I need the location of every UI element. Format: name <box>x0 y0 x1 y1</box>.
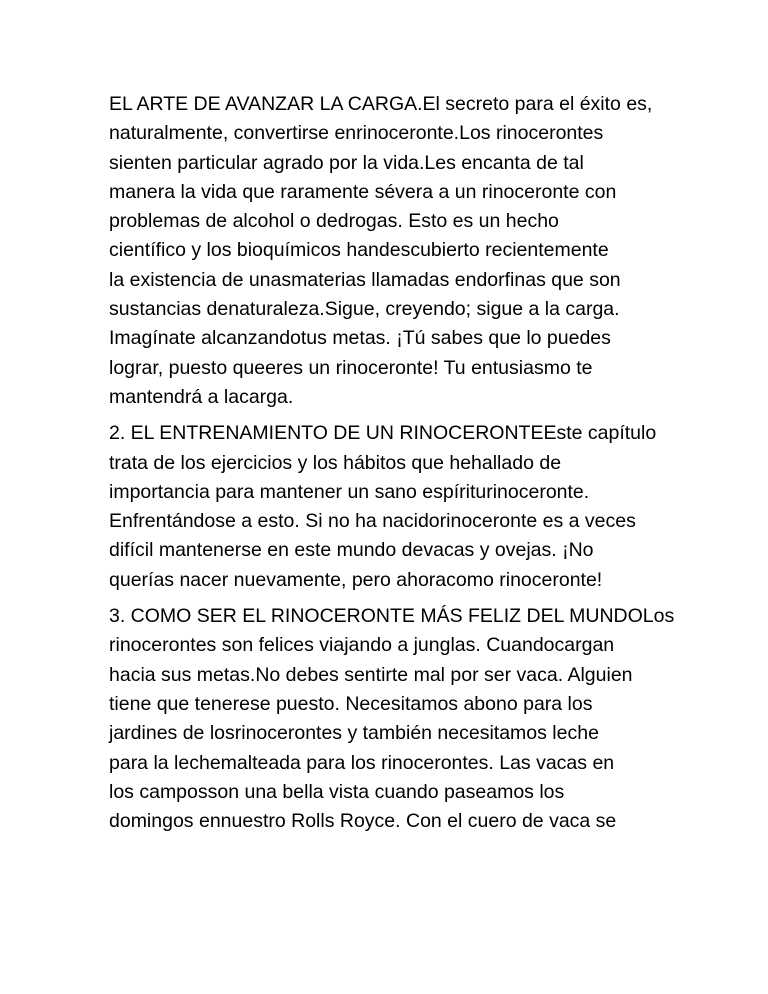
text-line: hacia sus metas.No debes sentirte mal por ser vaca. Alguien <box>109 663 633 686</box>
text-line: sienten particular agrado por la vida.Les encanta de tal <box>109 151 584 174</box>
text-line: trata de los ejercicios y los hábitos que hehallado de <box>109 451 562 474</box>
text-line: manera la vida que raramente sévera a un rinoceronte con <box>109 180 617 203</box>
text-line: la existencia de unasmaterias llamadas endorfinas que son <box>109 268 621 291</box>
text-line: jardines de losrinocerontes y también necesitamos leche <box>109 722 599 745</box>
text-line: para la lechemalteada para los rinocerontes. Las vacas en <box>109 751 615 774</box>
text-line: científico y los bioquímicos handescubierto recientemente <box>109 239 609 262</box>
paragraph-el-arte-de-avanzar <box>109 90 669 412</box>
paragraph-rinoceronte-mas-feliz <box>109 602 675 836</box>
text-line: difícil mantenerse en este mundo devacas y ovejas. ¡No <box>109 539 594 562</box>
text-line: tiene que tenerese puesto. Necesitamos abono para los <box>109 692 593 715</box>
text-line: sustancias denaturaleza.Sigue, creyendo; sigue a la carga. <box>109 298 620 321</box>
text-line: EL ARTE DE AVANZAR LA CARGA.El secreto para el éxito es, <box>109 93 653 115</box>
text-line: problemas de alcohol o dedrogas. Esto es un hecho <box>109 210 559 233</box>
text-line: rinocerontes son felices viajando a junglas. Cuandocargan <box>109 634 615 657</box>
text-line: Imagínate alcanzandotus metas. ¡Tú sabes que lo puedes <box>109 327 611 350</box>
text-line: Enfrentándose a esto. Si no ha nacidorinoceronte es a veces <box>109 510 636 533</box>
text-line: mantendrá a lacarga. <box>109 385 294 408</box>
text-line: 3. COMO SER EL RINOCERONTE MÁS FELIZ DEL MUNDOLos <box>109 605 675 628</box>
text-line: lograr, puesto queeres un rinoceronte! Tu entusiasmo te <box>109 356 593 379</box>
document-body <box>109 90 675 843</box>
text-line: domingos ennuestro Rolls Royce. Con el cuero de vaca se <box>109 810 617 833</box>
text-line: naturalmente, convertirse enrinoceronte.Los rinocerontes <box>109 122 604 145</box>
text-line: los camposson una bella vista cuando paseamos los <box>109 780 565 803</box>
text-line: 2. EL ENTRENAMIENTO DE UN RINOCERONTEEste capítulo <box>109 422 657 445</box>
text-line: querías nacer nuevamente, pero ahoracomo rinoceronte! <box>109 568 603 591</box>
paragraph-entrenamiento-rinoceronte <box>109 419 669 595</box>
text-line: importancia para mantener un sano espíriturinoceronte. <box>109 480 590 503</box>
